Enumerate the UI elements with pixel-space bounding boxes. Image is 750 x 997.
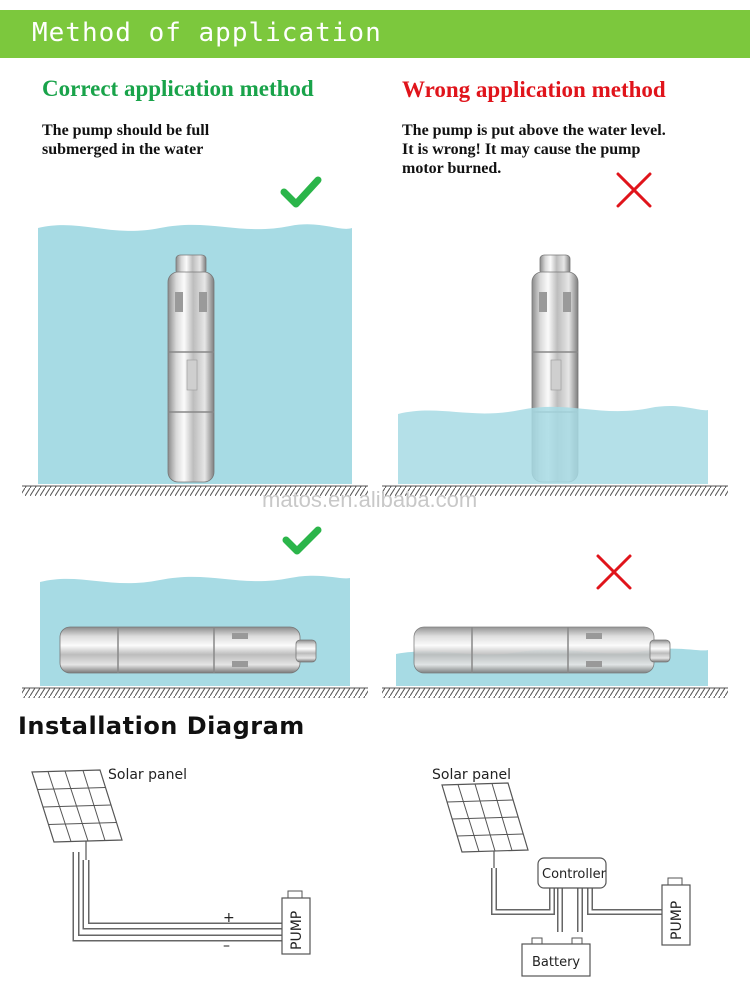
wrong-horizontal-scene [382,556,728,698]
horizontal-pump [60,627,316,673]
check-icon [286,530,318,551]
correct-method-title: Correct application method [42,76,314,101]
vertical-pump [168,255,214,482]
installation-diagram-title: Installation Diagram [18,712,305,740]
minus-sign: – [223,938,230,954]
wrong-desc-line: motor burned. [402,160,502,177]
ground [382,688,728,698]
wrong-vertical-scene [382,174,728,496]
cross-icon [598,556,630,588]
battery-label: Battery [532,955,581,970]
water-body [398,406,708,484]
battery-box [522,938,590,976]
solar-panel [442,783,528,868]
correct-desc-line: The pump should be full [42,122,210,139]
check-icon [284,180,318,204]
correct-vertical-scene [22,180,368,496]
controller-label: Controller [542,867,606,882]
correct-horizontal-scene [22,530,368,698]
pump-box [662,878,690,945]
solar-panel-label: Solar panel [108,767,187,783]
pump-label: PUMP [669,900,685,940]
pump-box [282,891,310,954]
wire-controller-pump [590,888,662,912]
wrong-desc-line: The pump is put above the water level. [402,122,666,139]
horizontal-pump [414,627,670,673]
wire-controller-battery [560,888,580,932]
cross-icon [618,174,650,206]
solar-panel [32,770,122,860]
plus-sign: + [223,910,235,926]
watermark-text: matos.en.alibaba.com [262,487,478,512]
wire-positive [86,860,282,926]
pump-label: PUMP [289,910,305,950]
wrong-method-title: Wrong application method [402,77,666,102]
correct-desc-line: submerged in the water [42,141,204,158]
installation-direct [32,767,310,954]
installation-with-controller [432,767,690,976]
page-title: Method of application [32,18,382,48]
solar-panel-label: Solar panel [432,767,511,783]
wrong-desc-line: It is wrong! It may cause the pump [402,141,641,158]
ground [22,688,368,698]
